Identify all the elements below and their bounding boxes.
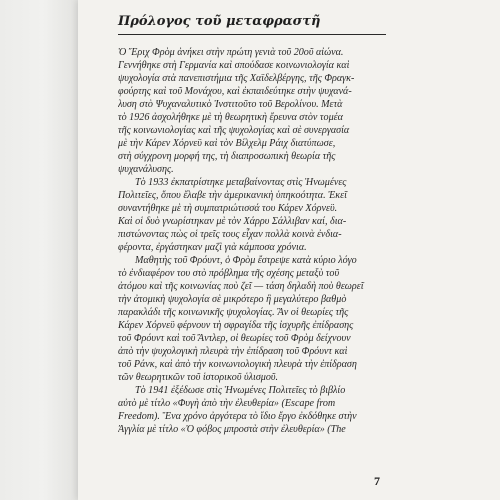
- text-line: Καὶ οἱ δυὸ γνωρίστηκαν μὲ τὸν Χάρρυ Σάλλιβαν καί, δια-: [118, 216, 347, 227]
- text-line: Ὁ Ἔριχ Φρὸμ ἀνήκει στὴν πρώτη γενιὰ τοῦ 20οῦ αἰώνα.: [118, 47, 344, 58]
- book-gutter: [0, 0, 78, 500]
- text-line: Κάρεν Χόρνεϋ φέρνουν τὴ σφραγίδα τῆς ἰσχυρῆς ἐπίδρασης: [118, 320, 354, 331]
- text-line: ψυχανάλυσης.: [118, 164, 174, 175]
- text-line: φέροντα, ἐργάστηκαν μαζὶ γιὰ κάμποσα χρόνια.: [118, 242, 307, 253]
- text-line: μὲ τὴν Κάρεν Χόρνεϋ καὶ τὸν Βίλχελμ Ράιχ διατύπωσε,: [118, 138, 336, 149]
- text-line: ψυχολογία στὰ πανεπιστήμια τῆς Χαϊδελβέργης, τῆς Φραγκ-: [118, 73, 355, 84]
- text-line: πιστώνοντας πὼς οἱ τρεῖς τους εἶχαν πολλὰ κοινὰ ἐνδια-: [118, 229, 342, 240]
- text-line: τοῦ Φρόυντ καὶ τοῦ Ἄντλερ, οἱ θεωρίες τοῦ Φρὸμ δείχνουν: [118, 333, 351, 344]
- page-number: 7: [374, 474, 380, 488]
- text-line: αὐτὸ μὲ τίτλο «Φυγὴ ἀπὸ τὴν ἐλευθερία» (Escape from: [118, 398, 336, 409]
- text-line: φούρτης καὶ τοῦ Μονάχου, καὶ ἐκπαιδεύτηκε στὴν ψυχανά-: [118, 86, 352, 97]
- text-line: Μαθητὴς τοῦ Φρόυντ, ὁ Φρὸμ ἔστρεψε κατὰ κύριο λόγο: [135, 255, 357, 266]
- text-line: Ἀγγλία μὲ τίτλο «Ὁ φόβος μπροστὰ στὴν ἐλευθερία» (The: [118, 424, 346, 435]
- text-line: τῶν θεωρητικῶν τοῦ ἱστορικοῦ ὑλισμοῦ.: [118, 372, 279, 383]
- text-line: ἀπὸ τὴν ψυχολογικὴ πλευρὰ τὴν ἐπίδραση τοῦ Φρόυντ καὶ: [118, 346, 348, 357]
- text-line: Τὸ 1941 ἐξέδωσε στὶς Ἡνωμένες Πολιτεῖες τὸ βιβλίο: [135, 385, 346, 396]
- body-text: [118, 46, 390, 436]
- text-line: τοῦ Ράνκ, καὶ ἀπὸ τὴν κοινωνιολογικὴ πλευρὰ τὴν ἐπίδραση: [118, 359, 357, 370]
- text-line: τῆς κοινωνιολογίας καὶ τῆς ψυχολογίας καὶ σὲ συνεργασία: [118, 125, 350, 136]
- text-line: παρακλάδι τῆς κοινωνικῆς ψυχολογίας. Ἂν οἱ θεωρίες τῆς: [118, 307, 349, 318]
- text-line: ἀτόμου καὶ τῆς κοινωνίας ποὺ ζεῖ — τάση δηλαδὴ ποὺ θεωρεῖ: [118, 281, 364, 292]
- text-line: Πολιτεῖες, ὅπου ἔλαβε τὴν ἀμερικανικὴ ὑπηκοότητα. Ἐκεῖ: [118, 190, 347, 201]
- text-line: Γεννήθηκε στὴ Γερμανία καὶ σπούδασε κοινωνιολογία καὶ: [118, 60, 350, 71]
- text-line: Freedom). Ἕνα χρόνο ἀργότερα τὸ ἴδιο ἔργο ἐκδόθηκε στὴν: [118, 411, 357, 422]
- text-line: τὴν ἀτομικὴ ψυχολογία σὲ μικρότερο ἢ μεγαλύτερο βαθμὸ: [118, 294, 347, 305]
- text-line: τὸ 1926 ἀσχολήθηκε μὲ τὴ θεωρητικὴ ἔρευνα στὸν τομέα: [118, 112, 343, 123]
- text-line: λυση στὸ Ψυχαναλυτικὸ Ἰνστιτοῦτο τοῦ Βερολίνου. Μετὰ: [118, 99, 343, 110]
- text-line: τὸ ἐνδιαφέρον του στὸ πρόβλημα τῆς σχέσης μεταξὺ τοῦ: [118, 268, 340, 279]
- heading-rule: [118, 34, 386, 35]
- text-line: συναντήθηκε μὲ τὴ συμπατριώτισσά του Κάρεν Χόρνεϋ.: [118, 203, 338, 214]
- chapter-heading: Πρόλογος τοῦ μεταφραστῆ: [118, 14, 321, 29]
- text-line: Τὸ 1933 ἐκπατρίστηκε μεταβαίνοντας στὶς Ἡνωμένες: [135, 177, 347, 188]
- text-line: στὴ σύγχρονη μορφή της, τὴ διαπροσωπικὴ θεωρία τῆς: [118, 151, 336, 162]
